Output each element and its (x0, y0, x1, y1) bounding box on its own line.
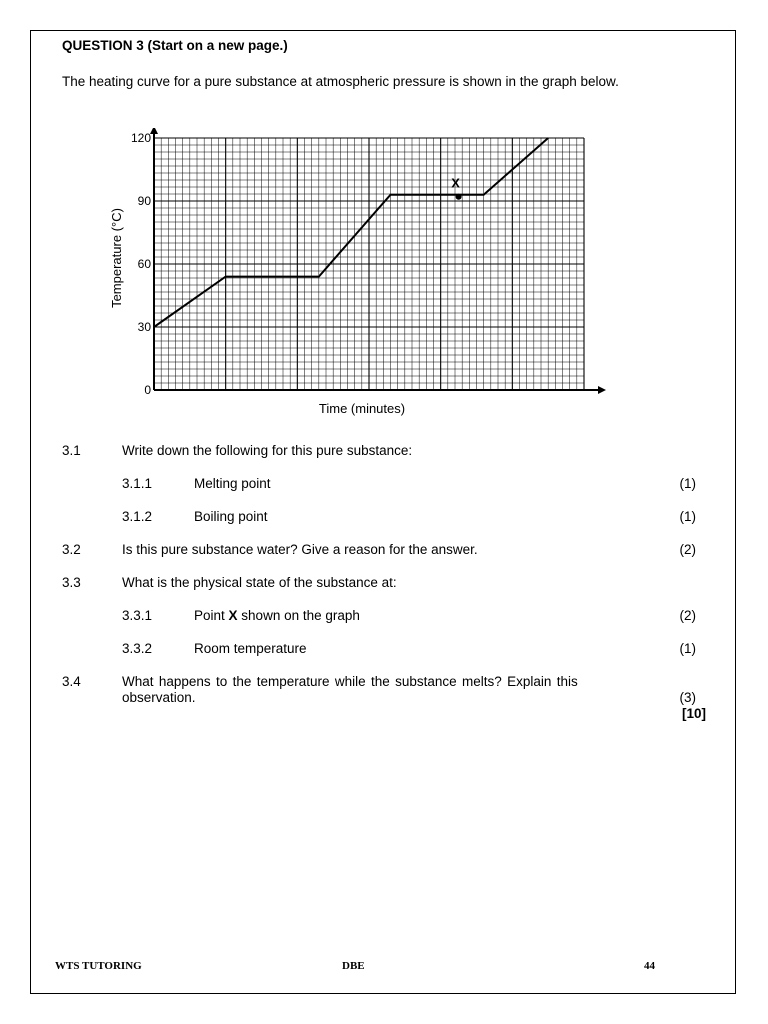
chart-annotations (451, 176, 461, 200)
q-number: 3.1.1 (122, 476, 153, 491)
heating-curve-line (154, 138, 548, 327)
point-x-marker (456, 194, 462, 200)
footer-left: WTS TUTORING (55, 960, 142, 972)
q-number: 3.3.2 (122, 641, 153, 656)
q-marks: (3) (679, 690, 696, 705)
q-text: Write down the following for this pure substance: (122, 443, 413, 458)
chart-y-axis-label: Temperature (°C) (109, 208, 124, 308)
point-x-label: X (451, 175, 460, 191)
q-text: Point X shown on the graph (194, 608, 360, 623)
y-tick-label: 60 (137, 257, 151, 271)
y-tick-label: 120 (130, 131, 151, 145)
q-text: Boiling point (194, 509, 268, 524)
chart-x-axis-label: Time (minutes) (318, 401, 406, 416)
y-axis-arrow (150, 128, 158, 134)
y-tick-label: 30 (137, 320, 151, 334)
heating-curve-chart (100, 128, 610, 418)
q-number: 3.1.2 (122, 509, 153, 524)
q-number: 3.3 (62, 575, 81, 590)
q-text: Melting point (194, 476, 271, 491)
q-text: What is the physical state of the substance at: (122, 575, 397, 590)
question-total: [10] (681, 706, 706, 721)
q-number: 3.2 (62, 542, 81, 557)
y-tick-label: 0 (144, 383, 151, 397)
x-axis-arrow (598, 386, 606, 394)
q-text: Is this pure substance water? Give a reason for the answer. (122, 542, 478, 557)
question-title: QUESTION 3 (Start on a new page.) (62, 38, 288, 53)
chart-y-tick-labels (131, 131, 151, 397)
q-text: Room temperature (194, 641, 307, 656)
q-marks: (2) (679, 608, 696, 623)
q-number: 3.1 (62, 443, 81, 458)
q-number: 3.4 (62, 674, 81, 689)
footer-page-number: 44 (644, 960, 655, 972)
q-marks: (1) (679, 509, 696, 524)
q-marks: (2) (679, 542, 696, 557)
y-tick-label: 90 (137, 194, 151, 208)
footer-center: DBE (342, 960, 365, 972)
q-text-line1: What happens to the temperature while the substance melts? Explain this (122, 674, 578, 689)
q-marks: (1) (679, 641, 696, 656)
q-number: 3.3.1 (122, 608, 153, 623)
chart-series (154, 138, 548, 327)
question-intro: The heating curve for a pure substance at atmospheric pressure is shown in the graph below. (62, 74, 619, 89)
q-text-line2: observation. (122, 690, 196, 705)
q-marks: (1) (679, 476, 696, 491)
